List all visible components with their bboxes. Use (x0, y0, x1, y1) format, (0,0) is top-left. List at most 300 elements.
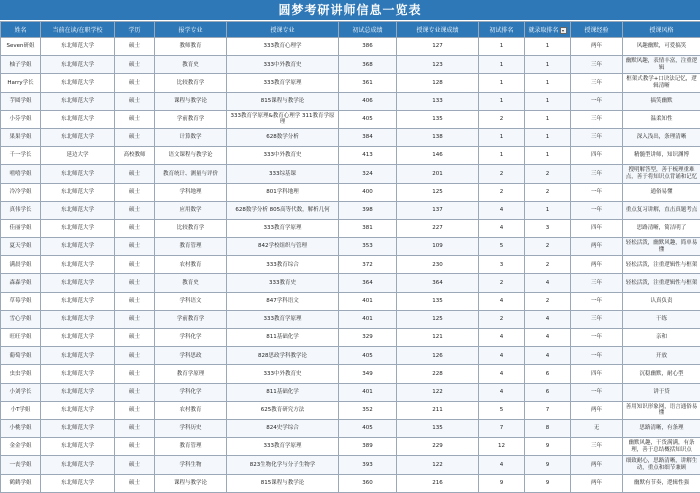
table-cell[interactable]: 146 (397, 147, 479, 165)
table-cell[interactable]: 细致耐心，思路清晰，讲解生动，重点和细节兼顾 (623, 456, 700, 474)
column-header[interactable] (115, 22, 155, 38)
table-cell[interactable]: 413 (339, 147, 397, 165)
table-cell[interactable]: 小桃学姐 (1, 419, 41, 437)
table-cell[interactable]: 四年 (571, 147, 623, 165)
table-cell[interactable]: 善用知识形象网，语言通俗易懂 (623, 401, 700, 419)
table-cell[interactable]: 沉稳幽默，耐心型 (623, 365, 700, 383)
table-cell[interactable]: 小T学姐 (1, 401, 41, 419)
table-cell[interactable]: 三年 (571, 110, 623, 128)
table-cell[interactable]: 森森学姐 (1, 274, 41, 292)
table-cell[interactable]: 硕士 (115, 329, 155, 347)
table-cell[interactable]: 230 (397, 256, 479, 274)
table-cell[interactable]: 1 (525, 128, 571, 146)
table-cell[interactable]: 211 (397, 401, 479, 419)
table-cell[interactable]: 幽默风趣，表情丰富，注重逻辑 (623, 56, 700, 74)
table-cell[interactable]: 372 (339, 256, 397, 274)
table-cell[interactable]: 628数学分析 805高等代数，解析几何 (227, 201, 339, 219)
table-cell[interactable]: 四年 (571, 219, 623, 237)
table-cell[interactable]: 7 (479, 419, 525, 437)
table-cell[interactable]: 搜明解答型，善于梳理重难点，善于将知识点背诵和记忆 (623, 165, 700, 183)
table-cell[interactable]: 401 (339, 310, 397, 328)
table-cell[interactable]: 思路清晰，简洁明了 (623, 219, 700, 237)
table-cell[interactable]: 847学科语文 (227, 292, 339, 310)
table-cell[interactable]: 7 (525, 401, 571, 419)
table-cell[interactable]: 393 (339, 456, 397, 474)
table-cell[interactable]: 123 (397, 56, 479, 74)
table-cell[interactable]: 128 (397, 74, 479, 92)
table-cell[interactable]: 轻松活泼，幽默风趣，简单易懂 (623, 238, 700, 256)
column-header[interactable] (623, 22, 700, 38)
table-cell[interactable]: 思路清晰，有条理 (623, 419, 700, 437)
table-cell[interactable]: 干练 (623, 310, 700, 328)
table-cell[interactable]: 开放 (623, 347, 700, 365)
table-cell[interactable]: 364 (339, 274, 397, 292)
table-cell[interactable]: 东北师范大学 (41, 201, 115, 219)
table-cell[interactable]: 4 (525, 347, 571, 365)
column-header[interactable] (1, 22, 41, 38)
table-cell[interactable]: 815课程与教学论 (227, 474, 339, 492)
table-cell[interactable]: 硕士 (115, 183, 155, 201)
table-cell[interactable]: 硕士 (115, 347, 155, 365)
table-cell[interactable]: 教育学原理 (155, 365, 227, 383)
table-cell[interactable]: 东北师范大学 (41, 383, 115, 401)
table-cell[interactable]: 811基础化学 (227, 383, 339, 401)
table-cell[interactable]: 2 (525, 292, 571, 310)
table-cell[interactable]: 比较教育学 (155, 74, 227, 92)
table-cell[interactable]: 1 (479, 147, 525, 165)
table-cell[interactable]: 126 (397, 347, 479, 365)
table-cell[interactable]: 823生物化学与分子生物学 (227, 456, 339, 474)
table-cell[interactable]: 368 (339, 56, 397, 74)
table-cell[interactable]: 学科生物 (155, 456, 227, 474)
table-cell[interactable]: 雪心学姐 (1, 310, 41, 328)
table-cell[interactable]: 324 (339, 165, 397, 183)
table-cell[interactable]: 4 (525, 274, 571, 292)
table-cell[interactable]: 333教育心理学 (227, 38, 339, 56)
table-cell[interactable]: 333教育学原理 (227, 310, 339, 328)
table-cell[interactable]: 122 (397, 456, 479, 474)
table-cell[interactable]: 1 (479, 74, 525, 92)
table-cell[interactable]: 333教育学原理 (227, 438, 339, 456)
table-cell[interactable]: 824史学综合 (227, 419, 339, 437)
table-cell[interactable]: 果果学姐 (1, 128, 41, 146)
table-cell[interactable]: 学科地理 (155, 183, 227, 201)
table-cell[interactable]: 127 (397, 38, 479, 56)
table-cell[interactable]: 1 (525, 56, 571, 74)
table-cell[interactable]: 828思政学科教学论 (227, 347, 339, 365)
table-cell[interactable]: 东北师范大学 (41, 219, 115, 237)
column-header-label: 授课专业课成绩 (416, 27, 458, 34)
table-cell[interactable]: 学科历史 (155, 419, 227, 437)
table-cell[interactable]: 学前教育学 (155, 310, 227, 328)
table-cell[interactable]: 405 (339, 347, 397, 365)
table-cell[interactable]: 135 (397, 419, 479, 437)
column-header-label: 学历 (128, 27, 140, 34)
table-cell[interactable]: 4 (479, 365, 525, 383)
table-cell[interactable]: 三年 (571, 438, 623, 456)
table-cell[interactable]: 349 (339, 365, 397, 383)
table-cell[interactable]: 361 (339, 74, 397, 92)
table-cell[interactable]: 三年 (571, 128, 623, 146)
table-cell[interactable]: 一年 (571, 329, 623, 347)
table-cell[interactable]: 满晨学姐 (1, 256, 41, 274)
table-cell[interactable]: 333中外教育史 (227, 56, 339, 74)
table-cell[interactable]: 佳丽学姐 (1, 219, 41, 237)
table-cell[interactable]: 625教育研究方法 (227, 401, 339, 419)
table-cell[interactable]: 842学校组织与管理 (227, 238, 339, 256)
table-cell[interactable]: 柚子学姐 (1, 56, 41, 74)
table-cell[interactable]: 真伟学长 (1, 201, 41, 219)
table-cell[interactable]: 1 (525, 147, 571, 165)
table-cell[interactable]: 9 (525, 474, 571, 492)
table-cell[interactable]: 125 (397, 310, 479, 328)
table-cell[interactable]: 硕士 (115, 456, 155, 474)
table-cell[interactable]: 一年 (571, 201, 623, 219)
table-cell[interactable]: 高校教师 (115, 147, 155, 165)
table-cell[interactable]: 硕士 (115, 438, 155, 456)
table-cell[interactable]: 333教育史 (227, 274, 339, 292)
table-cell[interactable]: 400 (339, 183, 397, 201)
table-cell[interactable]: 两年 (571, 238, 623, 256)
table-cell[interactable]: 东北师范大学 (41, 56, 115, 74)
table-row (1, 438, 700, 456)
table-row (1, 74, 700, 92)
table-cell[interactable]: Seven研姐 (1, 38, 41, 56)
table-cell[interactable]: 硕士 (115, 310, 155, 328)
table-cell[interactable]: 2 (525, 256, 571, 274)
table-cell[interactable]: 133 (397, 92, 479, 110)
table-cell[interactable]: 学科语文 (155, 292, 227, 310)
table-cell[interactable]: 硕士 (115, 474, 155, 492)
filter-dropdown-icon[interactable] (560, 27, 567, 34)
table-cell[interactable]: 教育史 (155, 56, 227, 74)
table-row (1, 347, 700, 365)
table-cell[interactable]: 333中外教育史 (227, 365, 339, 383)
table-cell[interactable]: 东北师范大学 (41, 256, 115, 274)
table-cell[interactable]: 1 (525, 74, 571, 92)
table-cell[interactable]: 语文课程与教学论 (155, 147, 227, 165)
table-cell[interactable]: 认真负责 (623, 292, 700, 310)
table-cell[interactable]: 2 (479, 110, 525, 128)
table-cell[interactable]: 通俗易懂 (623, 183, 700, 201)
table-cell[interactable]: 东北师范大学 (41, 365, 115, 383)
table-cell[interactable]: 学科化学 (155, 329, 227, 347)
table-cell[interactable]: 教育管理 (155, 238, 227, 256)
table-cell[interactable]: 四年 (571, 365, 623, 383)
table-cell[interactable]: 东北师范大学 (41, 419, 115, 437)
table-cell[interactable]: 芋圆学姐 (1, 92, 41, 110)
table-cell[interactable]: 2 (525, 165, 571, 183)
table-cell[interactable]: 冷冷学姐 (1, 183, 41, 201)
table-cell[interactable]: 109 (397, 238, 479, 256)
table-cell[interactable]: 三年 (571, 310, 623, 328)
table-cell[interactable]: 125 (397, 183, 479, 201)
table-cell[interactable]: 硕士 (115, 401, 155, 419)
table-cell[interactable]: 课程与教学论 (155, 92, 227, 110)
table-cell[interactable]: 东北师范大学 (41, 456, 115, 474)
table-cell[interactable]: 硕士 (115, 292, 155, 310)
table-cell[interactable]: 3 (525, 219, 571, 237)
table-cell[interactable]: 353 (339, 238, 397, 256)
table-cell[interactable]: 405 (339, 110, 397, 128)
table-cell[interactable]: 229 (397, 438, 479, 456)
table-cell[interactable]: Harry学长 (1, 74, 41, 92)
column-header[interactable] (525, 22, 571, 38)
table-cell[interactable]: 9 (525, 438, 571, 456)
table-cell[interactable]: 384 (339, 128, 397, 146)
table-cell[interactable]: 金金学姐 (1, 438, 41, 456)
table-cell[interactable]: 两年 (571, 456, 623, 474)
table-cell[interactable]: 352 (339, 401, 397, 419)
table-cell[interactable]: 1 (525, 38, 571, 56)
table-cell[interactable]: 一年 (571, 183, 623, 201)
table-cell[interactable]: 硕士 (115, 38, 155, 56)
table-cell[interactable]: 讲于贷 (623, 383, 700, 401)
table-cell[interactable]: 嘻嘻学姐 (1, 165, 41, 183)
table-cell[interactable]: 硕士 (115, 110, 155, 128)
table-cell[interactable]: 搞笑幽默 (623, 92, 700, 110)
table-cell[interactable]: 2 (525, 238, 571, 256)
table-cell[interactable]: 1 (525, 201, 571, 219)
table-cell[interactable]: 深入浅出，条理清晰 (623, 128, 700, 146)
table-cell[interactable]: 815课程与教学论 (227, 92, 339, 110)
table-cell[interactable]: 1 (479, 92, 525, 110)
table-cell[interactable]: 6 (525, 365, 571, 383)
table-cell[interactable]: 亲和 (623, 329, 700, 347)
table-cell[interactable]: 教育管理 (155, 438, 227, 456)
table-cell[interactable]: 东北师范大学 (41, 310, 115, 328)
table-cell[interactable]: 三年 (571, 56, 623, 74)
table-cell[interactable]: 9 (479, 474, 525, 492)
table-cell[interactable]: 401 (339, 292, 397, 310)
table-cell[interactable]: 农村教育 (155, 256, 227, 274)
table-cell[interactable]: 一丧学姐 (1, 456, 41, 474)
table-cell[interactable]: 应用数学 (155, 201, 227, 219)
table-row (1, 92, 700, 110)
table-cell[interactable]: 329 (339, 329, 397, 347)
table-cell[interactable]: 4 (479, 456, 525, 474)
table-cell[interactable]: 东北师范大学 (41, 238, 115, 256)
table-cell[interactable]: 小芬学姐 (1, 110, 41, 128)
table-cell[interactable]: 2 (479, 310, 525, 328)
table-cell[interactable]: 东北师范大学 (41, 347, 115, 365)
table-cell[interactable]: 硕士 (115, 165, 155, 183)
table-cell[interactable]: 3 (479, 256, 525, 274)
table-cell[interactable]: 东北师范大学 (41, 274, 115, 292)
table-cell[interactable]: 教师教育 (155, 38, 227, 56)
table-cell[interactable]: 628数学分析 (227, 128, 339, 146)
table-cell[interactable]: 硕士 (115, 128, 155, 146)
table-cell[interactable]: 教育统计、测量与评价 (155, 165, 227, 183)
table-cell[interactable]: 幽默有节奏，逻辑性强 (623, 474, 700, 492)
table-cell[interactable]: 硕士 (115, 74, 155, 92)
table-cell[interactable]: 122 (397, 383, 479, 401)
table-cell[interactable]: 1 (479, 38, 525, 56)
table-cell[interactable]: 4 (479, 292, 525, 310)
table-cell[interactable]: 课程与教学论 (155, 474, 227, 492)
table-cell[interactable]: 东北师范大学 (41, 474, 115, 492)
table-cell[interactable]: 405 (339, 419, 397, 437)
table-cell[interactable]: 201 (397, 165, 479, 183)
table-cell[interactable]: 比较教育学 (155, 219, 227, 237)
table-cell[interactable]: 2 (479, 274, 525, 292)
table-cell[interactable]: 两年 (571, 256, 623, 274)
table-cell[interactable]: 硕士 (115, 238, 155, 256)
table-cell[interactable]: 333教育综合 (227, 256, 339, 274)
table-cell[interactable]: 5 (479, 401, 525, 419)
column-header[interactable] (397, 22, 479, 38)
table-cell[interactable]: 虫虫学姐 (1, 365, 41, 383)
table-cell[interactable]: 三年 (571, 165, 623, 183)
table-cell[interactable]: 364 (397, 274, 479, 292)
table-cell[interactable]: 学科化学 (155, 383, 227, 401)
table-cell[interactable]: 温柔知性 (623, 110, 700, 128)
table-row (1, 474, 700, 492)
table-cell[interactable]: 硕士 (115, 219, 155, 237)
table-cell[interactable]: 389 (339, 438, 397, 456)
table-cell[interactable]: 381 (339, 219, 397, 237)
table-cell[interactable]: 东北师范大学 (41, 38, 115, 56)
table-cell[interactable]: 137 (397, 201, 479, 219)
column-header[interactable] (227, 22, 339, 38)
table-cell[interactable]: 硕士 (115, 56, 155, 74)
table-cell[interactable]: 幽默风趣，干货满满，有条理，善于总结概括知识点 (623, 438, 700, 456)
table-cell[interactable]: 两年 (571, 474, 623, 492)
table-cell[interactable]: 386 (339, 38, 397, 56)
table-cell[interactable]: 轻松活泼，注重逻辑性与框架 (623, 256, 700, 274)
table-cell[interactable]: 硕士 (115, 201, 155, 219)
table-cell[interactable]: 东北师范大学 (41, 128, 115, 146)
table-cell[interactable]: 一年 (571, 92, 623, 110)
table-cell[interactable]: 一年 (571, 292, 623, 310)
table-cell[interactable]: 138 (397, 128, 479, 146)
table-row (1, 310, 700, 328)
table-cell[interactable]: 228 (397, 365, 479, 383)
column-header[interactable] (479, 22, 525, 38)
table-cell[interactable]: 801学科地理 (227, 183, 339, 201)
column-header-label: 就录取排名 (528, 27, 558, 34)
table-cell[interactable]: 框架式教学+口诀法记忆，逻辑清晰 (623, 74, 700, 92)
table-cell[interactable]: 333综基课 (227, 165, 339, 183)
table-cell[interactable]: 333教育学原理&教育心理学 311教育学原理 (227, 110, 339, 128)
table-cell[interactable]: 216 (397, 474, 479, 492)
table-cell[interactable]: 三年 (571, 74, 623, 92)
table-cell[interactable]: 东北师范大学 (41, 401, 115, 419)
table-cell[interactable]: 2 (525, 183, 571, 201)
table-cell[interactable]: 一年 (571, 383, 623, 401)
table-cell[interactable]: 6 (525, 383, 571, 401)
table-cell[interactable]: 4 (479, 383, 525, 401)
table-cell[interactable]: 学科思政 (155, 347, 227, 365)
table-cell[interactable]: 三年 (571, 274, 623, 292)
table-cell[interactable]: 教育史 (155, 274, 227, 292)
table-cell[interactable]: 小刘学长 (1, 383, 41, 401)
table-cell[interactable]: 东北师范大学 (41, 165, 115, 183)
table-cell[interactable]: 4 (479, 201, 525, 219)
table-cell[interactable]: 轻松活泼，注重逻辑性与框架 (623, 274, 700, 292)
table-cell[interactable]: 精髓型讲师，知识渊博 (623, 147, 700, 165)
table-cell[interactable]: 硕士 (115, 365, 155, 383)
table-cell[interactable]: 东北师范大学 (41, 74, 115, 92)
table-cell[interactable]: 葡萄学姐 (1, 347, 41, 365)
table-row (1, 456, 700, 474)
table-cell[interactable]: 227 (397, 219, 479, 237)
table-cell[interactable]: 两年 (571, 38, 623, 56)
table-cell[interactable]: 两年 (571, 401, 623, 419)
table-cell[interactable]: 2 (479, 165, 525, 183)
column-header[interactable] (339, 22, 397, 38)
table-cell[interactable]: 333教育学原理 (227, 74, 339, 92)
table-cell[interactable]: 旺旺学姐 (1, 329, 41, 347)
table-cell[interactable]: 硕士 (115, 419, 155, 437)
table-cell[interactable]: 计算数学 (155, 128, 227, 146)
table-cell[interactable]: 811基础化学 (227, 329, 339, 347)
table-cell[interactable]: 12 (479, 438, 525, 456)
table-cell[interactable]: 135 (397, 292, 479, 310)
table-cell[interactable]: 8 (525, 419, 571, 437)
table-cell[interactable]: 1 (479, 56, 525, 74)
table-cell[interactable]: 135 (397, 110, 479, 128)
table-cell[interactable]: 398 (339, 201, 397, 219)
table-cell[interactable]: 东北师范大学 (41, 110, 115, 128)
table-row (1, 56, 700, 74)
table-cell[interactable]: 333中外教育史 (227, 147, 339, 165)
table-cell[interactable]: 121 (397, 329, 479, 347)
table-cell[interactable]: 1 (525, 110, 571, 128)
table-cell[interactable]: 硕士 (115, 92, 155, 110)
table-cell[interactable]: 东北师范大学 (41, 292, 115, 310)
table-cell[interactable]: 4 (479, 347, 525, 365)
table-cell[interactable]: 4 (479, 329, 525, 347)
table-cell[interactable]: 无 (571, 419, 623, 437)
table-cell[interactable]: 9 (525, 456, 571, 474)
table-cell[interactable]: 草莓学姐 (1, 292, 41, 310)
column-header-label: 当前在读/在职学校 (52, 27, 102, 34)
column-header[interactable] (571, 22, 623, 38)
table-cell[interactable]: 2 (479, 183, 525, 201)
table-cell[interactable]: 东北师范大学 (41, 438, 115, 456)
table-cell[interactable]: 4 (479, 219, 525, 237)
table-cell[interactable]: 4 (525, 329, 571, 347)
table-cell[interactable]: 千一学长 (1, 147, 41, 165)
table-cell[interactable]: 1 (479, 128, 525, 146)
table-cell[interactable]: 夏天学姐 (1, 238, 41, 256)
table-cell[interactable]: 一年 (571, 347, 623, 365)
table-row (1, 256, 700, 274)
table-cell[interactable]: 延边大学 (41, 147, 115, 165)
table-cell[interactable]: 401 (339, 383, 397, 401)
table-cell[interactable]: 5 (479, 238, 525, 256)
table-cell[interactable]: 1 (525, 92, 571, 110)
table-cell[interactable]: 重点复习讲解，直击真题考点 (623, 201, 700, 219)
table-cell[interactable]: 农村教育 (155, 401, 227, 419)
table-cell[interactable]: 360 (339, 474, 397, 492)
table-cell[interactable]: 鹤鹤学姐 (1, 474, 41, 492)
table-cell[interactable]: 硕士 (115, 274, 155, 292)
table-cell[interactable]: 东北师范大学 (41, 329, 115, 347)
table-cell[interactable]: 硕士 (115, 256, 155, 274)
column-header[interactable] (155, 22, 227, 38)
table-cell[interactable]: 东北师范大学 (41, 92, 115, 110)
column-header[interactable] (41, 22, 115, 38)
table-cell[interactable]: 学前教育学 (155, 110, 227, 128)
table-cell[interactable]: 333教育学原理 (227, 219, 339, 237)
table-cell[interactable]: 4 (525, 310, 571, 328)
table-cell[interactable]: 硕士 (115, 383, 155, 401)
table-cell[interactable]: 406 (339, 92, 397, 110)
table-cell[interactable]: 风趣幽默，可爱搞笑 (623, 38, 700, 56)
table-cell[interactable]: 东北师范大学 (41, 183, 115, 201)
